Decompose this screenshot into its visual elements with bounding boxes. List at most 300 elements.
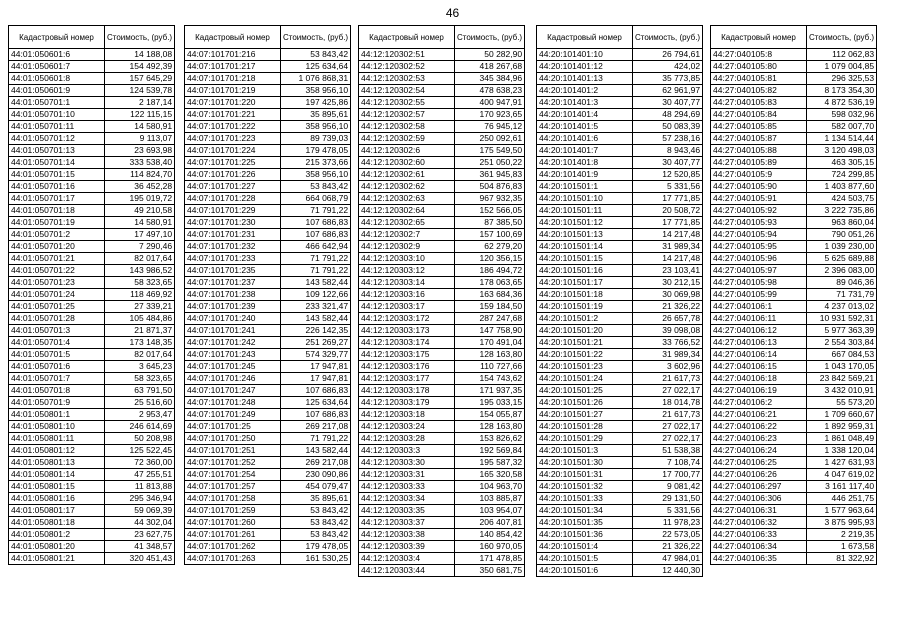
table-row <box>9 541 175 553</box>
cadastral-number: 44:27:040106:33 <box>711 529 807 541</box>
header-cost: Стоимость, (руб.) <box>807 26 877 49</box>
cost-value: 4 872 536,19 <box>807 97 877 109</box>
table-row <box>711 481 877 493</box>
cost-value: 1 039 230,00 <box>807 241 877 253</box>
cost-value: 50 282,90 <box>455 49 525 61</box>
table-row <box>359 109 525 121</box>
cost-value: 161 530,25 <box>281 553 351 565</box>
table-row <box>359 517 525 529</box>
cost-value: 269 217,08 <box>281 421 351 433</box>
table-row <box>9 121 175 133</box>
table-row <box>185 205 351 217</box>
table-row <box>185 517 351 529</box>
cadastral-number: 44:20:101501:17 <box>537 277 633 289</box>
cost-value: 159 184,50 <box>455 301 525 313</box>
cadastral-number: 44:07:101701:222 <box>185 121 281 133</box>
cadastral-number: 44:27:040105:99 <box>711 289 807 301</box>
header-row <box>711 26 877 49</box>
cost-value: 10 931 592,31 <box>807 313 877 325</box>
table-row <box>537 373 703 385</box>
cost-value: 62 279,20 <box>455 241 525 253</box>
table-row <box>711 217 877 229</box>
cadastral-number: 44:01:050801:11 <box>9 433 105 445</box>
table-row <box>9 61 175 73</box>
table-row <box>711 385 877 397</box>
cadastral-number: 44:01:050701:8 <box>9 385 105 397</box>
cost-value: 154 743,62 <box>455 373 525 385</box>
cost-value: 358 956,10 <box>281 169 351 181</box>
table-row <box>537 121 703 133</box>
cadastral-number: 44:07:101701:229 <box>185 205 281 217</box>
table-row <box>9 277 175 289</box>
cost-value: 72 360,00 <box>105 457 175 469</box>
table-row <box>9 49 175 61</box>
cadastral-table-2 <box>184 25 351 565</box>
table-row <box>185 229 351 241</box>
cadastral-number: 44:12:120302:63 <box>359 193 455 205</box>
cost-value: 296 325,53 <box>807 73 877 85</box>
cost-value: 21 617,73 <box>633 373 703 385</box>
cost-value: 53 843,42 <box>281 529 351 541</box>
table-row <box>711 433 877 445</box>
cost-value: 47 984,01 <box>633 553 703 565</box>
table-row <box>711 193 877 205</box>
cadastral-number: 44:07:101701:261 <box>185 529 281 541</box>
table-row <box>537 73 703 85</box>
cost-value: 27 022,17 <box>633 433 703 445</box>
table-row <box>359 505 525 517</box>
cost-value: 29 131,50 <box>633 493 703 505</box>
cadastral-number: 44:27:040106:11 <box>711 313 807 325</box>
table-row <box>9 97 175 109</box>
table-row <box>537 133 703 145</box>
cost-value: 424,02 <box>633 61 703 73</box>
cost-value: 418 267,68 <box>455 61 525 73</box>
cost-value: 47 255,51 <box>105 469 175 481</box>
table-row <box>9 349 175 361</box>
table-row <box>711 517 877 529</box>
cost-value: 23 103,41 <box>633 265 703 277</box>
cost-value: 1 577 963,64 <box>807 505 877 517</box>
cadastral-number: 44:07:101701:249 <box>185 409 281 421</box>
cost-value: 179 478,05 <box>281 541 351 553</box>
table-row <box>711 301 877 313</box>
cost-value: 41 348,57 <box>105 541 175 553</box>
cost-value: 31 989,34 <box>633 349 703 361</box>
table-row <box>537 469 703 481</box>
cadastral-number: 44:20:101501:28 <box>537 421 633 433</box>
cadastral-number: 44:27:040106:24 <box>711 445 807 457</box>
cadastral-number: 44:20:101401:9 <box>537 169 633 181</box>
table-row <box>185 349 351 361</box>
cost-value: 9 113,07 <box>105 133 175 145</box>
cost-value: 89 739,03 <box>281 133 351 145</box>
cost-value: 250 092,61 <box>455 133 525 145</box>
table-row <box>185 181 351 193</box>
table-row <box>9 517 175 529</box>
table-row <box>711 49 877 61</box>
cost-value: 140 854,42 <box>455 529 525 541</box>
cadastral-number: 44:20:101501:34 <box>537 505 633 517</box>
table-row <box>9 433 175 445</box>
cadastral-number: 44:12:120303:10 <box>359 253 455 265</box>
table-row <box>711 121 877 133</box>
cost-value: 17 947,81 <box>281 373 351 385</box>
cost-value: 466 642,94 <box>281 241 351 253</box>
cost-value: 230 090,86 <box>281 469 351 481</box>
cost-value: 17 700,77 <box>633 469 703 481</box>
cadastral-number: 44:01:050801:15 <box>9 481 105 493</box>
cadastral-number: 44:27:040105:83 <box>711 97 807 109</box>
cost-value: 125 634,64 <box>281 397 351 409</box>
cadastral-number: 44:07:101701:238 <box>185 289 281 301</box>
cost-value: 23 693,98 <box>105 145 175 157</box>
table-row <box>9 421 175 433</box>
cadastral-number: 44:12:120302:6 <box>359 145 455 157</box>
table-row <box>185 397 351 409</box>
cost-value: 295 346,94 <box>105 493 175 505</box>
cadastral-number: 44:27:040105:81 <box>711 73 807 85</box>
table-row <box>185 217 351 229</box>
cost-value: 3 120 498,03 <box>807 145 877 157</box>
table-row <box>537 325 703 337</box>
cadastral-number: 44:01:050701:14 <box>9 157 105 169</box>
cadastral-number: 44:01:050701:7 <box>9 373 105 385</box>
cadastral-number: 44:01:050701:13 <box>9 145 105 157</box>
table-row <box>185 361 351 373</box>
cost-value: 195 019,72 <box>105 193 175 205</box>
cadastral-number: 44:20:101501:23 <box>537 361 633 373</box>
header-cadastral-number: Кадастровый номер <box>185 26 281 49</box>
cost-value: 143 582,44 <box>281 445 351 457</box>
cost-value: 165 320,58 <box>455 469 525 481</box>
table-row <box>537 553 703 565</box>
cadastral-number: 44:01:050801:18 <box>9 517 105 529</box>
table-row <box>185 85 351 97</box>
cost-value: 8 943,46 <box>633 145 703 157</box>
cadastral-number: 44:20:101501:11 <box>537 205 633 217</box>
cadastral-number: 44:07:101701:231 <box>185 229 281 241</box>
cost-value: 71 791,22 <box>281 433 351 445</box>
cadastral-number: 44:07:101701:252 <box>185 457 281 469</box>
table-row <box>711 541 877 553</box>
cost-value: 153 826,62 <box>455 433 525 445</box>
cost-value: 128 163,80 <box>455 349 525 361</box>
page-number: 46 <box>445 6 460 20</box>
cadastral-number: 44:27:040105:96 <box>711 253 807 265</box>
table-row <box>711 289 877 301</box>
cost-value: 598 032,96 <box>807 109 877 121</box>
table-row <box>359 433 525 445</box>
cost-value: 30 407,77 <box>633 157 703 169</box>
cost-value: 30 069,98 <box>633 289 703 301</box>
cadastral-number: 44:07:101701:224 <box>185 145 281 157</box>
cost-value: 17 771,85 <box>633 193 703 205</box>
table-row <box>185 493 351 505</box>
table-row <box>537 253 703 265</box>
cost-value: 58 323,65 <box>105 277 175 289</box>
cost-value: 179 478,05 <box>281 145 351 157</box>
header-cost: Стоимость, (руб.) <box>455 26 525 49</box>
cadastral-number: 44:07:101701:232 <box>185 241 281 253</box>
cost-value: 1 338 120,04 <box>807 445 877 457</box>
table-row <box>185 241 351 253</box>
cost-value: 39 098,08 <box>633 325 703 337</box>
cadastral-number: 44:07:101701:248 <box>185 397 281 409</box>
table-row <box>537 217 703 229</box>
table-row <box>537 145 703 157</box>
cadastral-number: 44:20:101401:8 <box>537 157 633 169</box>
cadastral-number: 44:27:040105:92 <box>711 205 807 217</box>
cost-value: 14 580,91 <box>105 121 175 133</box>
cadastral-number: 44:27:040106:1 <box>711 301 807 313</box>
cost-value: 107 686,83 <box>281 385 351 397</box>
cost-value: 724 299,85 <box>807 169 877 181</box>
cadastral-number: 44:12:120302:7 <box>359 229 455 241</box>
cost-value: 3 875 995,93 <box>807 517 877 529</box>
cost-value: 186 494,72 <box>455 265 525 277</box>
table-row <box>359 349 525 361</box>
cost-value: 4 047 619,02 <box>807 469 877 481</box>
cost-value: 109 122,66 <box>281 289 351 301</box>
header-cost: Стоимость, (руб.) <box>281 26 351 49</box>
table-row <box>711 337 877 349</box>
header-row <box>185 26 351 49</box>
table-row <box>537 397 703 409</box>
table-row <box>359 229 525 241</box>
cadastral-number: 44:07:101701:240 <box>185 313 281 325</box>
cadastral-number: 44:12:120303:39 <box>359 541 455 553</box>
cost-value: 160 970,05 <box>455 541 525 553</box>
table-row <box>711 361 877 373</box>
cadastral-number: 44:20:101501:2 <box>537 313 633 325</box>
cost-value: 7 108,74 <box>633 457 703 469</box>
cadastral-number: 44:12:120302:59 <box>359 133 455 145</box>
cadastral-number: 44:27:040106:25 <box>711 457 807 469</box>
cost-value: 53 843,42 <box>281 517 351 529</box>
table-row <box>359 301 525 313</box>
cost-value: 215 373,66 <box>281 157 351 169</box>
table-row <box>359 205 525 217</box>
cadastral-number: 44:20:101501:3 <box>537 445 633 457</box>
table-row <box>185 253 351 265</box>
cadastral-number: 44:27:040105:8 <box>711 49 807 61</box>
table-row <box>711 529 877 541</box>
cadastral-number: 44:20:101501:1 <box>537 181 633 193</box>
cadastral-number: 44:07:101701:233 <box>185 253 281 265</box>
table-row <box>537 541 703 553</box>
table-row <box>359 253 525 265</box>
cadastral-number: 44:12:120303:172 <box>359 313 455 325</box>
cadastral-number: 44:12:120303:179 <box>359 397 455 409</box>
cadastral-number: 44:12:120303:24 <box>359 421 455 433</box>
cadastral-number: 44:12:120302:54 <box>359 85 455 97</box>
cadastral-number: 44:20:101401:5 <box>537 121 633 133</box>
cost-value: 3 432 010,91 <box>807 385 877 397</box>
table-row <box>9 457 175 469</box>
cost-value: 1 427 631,93 <box>807 457 877 469</box>
table-row <box>359 277 525 289</box>
cadastral-number: 44:01:050601:7 <box>9 61 105 73</box>
table-row <box>711 85 877 97</box>
cadastral-number: 44:01:050701:20 <box>9 241 105 253</box>
cost-value: 206 407,81 <box>455 517 525 529</box>
cost-value: 157 100,69 <box>455 229 525 241</box>
cadastral-number: 44:01:050701:1 <box>9 97 105 109</box>
cadastral-number: 44:07:101701:230 <box>185 217 281 229</box>
table-row <box>9 181 175 193</box>
cadastral-number: 44:27:040106:12 <box>711 325 807 337</box>
table-row <box>359 565 525 577</box>
table-row <box>359 325 525 337</box>
table-row <box>711 229 877 241</box>
table-row <box>711 421 877 433</box>
cadastral-number: 44:01:050701:24 <box>9 289 105 301</box>
cost-value: 26 657,78 <box>633 313 703 325</box>
cadastral-number: 44:12:120303:175 <box>359 349 455 361</box>
cost-value: 17 771,85 <box>633 217 703 229</box>
cadastral-number: 44:01:050701:2 <box>9 229 105 241</box>
cadastral-number: 44:07:101701:243 <box>185 349 281 361</box>
cost-value: 3 222 735,86 <box>807 205 877 217</box>
cost-value: 350 681,75 <box>455 565 525 577</box>
table-row <box>359 241 525 253</box>
cost-value: 48 294,69 <box>633 109 703 121</box>
cadastral-number: 44:01:050801:21 <box>9 553 105 565</box>
cadastral-number: 44:01:050701:25 <box>9 301 105 313</box>
table-row <box>711 133 877 145</box>
cost-value: 7 290,46 <box>105 241 175 253</box>
cadastral-number: 44:01:050601:9 <box>9 85 105 97</box>
cadastral-number: 44:20:101501:5 <box>537 553 633 565</box>
cost-value: 1 076 868,31 <box>281 73 351 85</box>
cadastral-number: 44:07:101701:260 <box>185 517 281 529</box>
table-row <box>359 61 525 73</box>
cost-value: 20 508,72 <box>633 205 703 217</box>
table-row <box>9 85 175 97</box>
cadastral-table-4 <box>536 25 703 577</box>
cost-value: 157 645,29 <box>105 73 175 85</box>
table-row <box>9 445 175 457</box>
table-row <box>185 469 351 481</box>
cadastral-number: 44:20:101501:32 <box>537 481 633 493</box>
table-row <box>359 337 525 349</box>
table-row <box>711 265 877 277</box>
cadastral-number: 44:20:101501:19 <box>537 301 633 313</box>
cadastral-number: 44:12:120303:33 <box>359 481 455 493</box>
table-row <box>9 529 175 541</box>
cadastral-number: 44:20:101501:35 <box>537 517 633 529</box>
cost-value: 50 083,39 <box>633 121 703 133</box>
table-row <box>537 277 703 289</box>
table-row <box>711 169 877 181</box>
cost-value: 574 329,77 <box>281 349 351 361</box>
table-row <box>9 133 175 145</box>
table-row <box>9 481 175 493</box>
cadastral-number: 44:20:101501:22 <box>537 349 633 361</box>
table-row <box>359 361 525 373</box>
table-row <box>711 277 877 289</box>
header-cost: Стоимость, (руб.) <box>633 26 703 49</box>
cost-value: 21 326,22 <box>633 541 703 553</box>
cadastral-number: 44:27:040106:13 <box>711 337 807 349</box>
cadastral-number: 44:27:040105:91 <box>711 193 807 205</box>
cadastral-number: 44:12:120302:53 <box>359 73 455 85</box>
cost-value: 26 794,61 <box>633 49 703 61</box>
cadastral-number: 44:01:050701:9 <box>9 397 105 409</box>
cost-value: 195 033,15 <box>455 397 525 409</box>
table-row <box>711 61 877 73</box>
cadastral-number: 44:07:101701:220 <box>185 97 281 109</box>
table-row <box>359 469 525 481</box>
cadastral-number: 44:07:101701:241 <box>185 325 281 337</box>
table-row <box>711 469 877 481</box>
header-row <box>359 26 525 49</box>
table-row <box>359 289 525 301</box>
cost-value: 1 043 170,05 <box>807 361 877 373</box>
table-row <box>537 157 703 169</box>
cost-value: 8 173 354,30 <box>807 85 877 97</box>
cost-value: 50 208,98 <box>105 433 175 445</box>
cadastral-number: 44:27:040106:14 <box>711 349 807 361</box>
cost-value: 31 989,34 <box>633 241 703 253</box>
cadastral-number: 44:01:050701:28 <box>9 313 105 325</box>
header-row <box>9 26 175 49</box>
cost-value: 30 407,77 <box>633 97 703 109</box>
cost-value: 143 582,44 <box>281 277 351 289</box>
cost-value: 118 469,92 <box>105 289 175 301</box>
table-row <box>537 289 703 301</box>
cost-value: 22 573,05 <box>633 529 703 541</box>
cost-value: 1 673,58 <box>807 541 877 553</box>
cost-value: 14 580,91 <box>105 217 175 229</box>
table-row <box>9 193 175 205</box>
cadastral-number: 44:07:101701:251 <box>185 445 281 457</box>
table-row <box>359 493 525 505</box>
cost-value: 87 385,50 <box>455 217 525 229</box>
cadastral-number: 44:27:040106:23 <box>711 433 807 445</box>
cadastral-number: 44:27:040106:2 <box>711 397 807 409</box>
cadastral-number: 44:20:101501:21 <box>537 337 633 349</box>
cadastral-number: 44:20:101501:36 <box>537 529 633 541</box>
table-row <box>9 409 175 421</box>
table-row <box>537 337 703 349</box>
cost-value: 36 452,28 <box>105 181 175 193</box>
table-row <box>9 217 175 229</box>
table-row <box>537 181 703 193</box>
table-row <box>537 193 703 205</box>
cadastral-number: 44:01:050701:15 <box>9 169 105 181</box>
table-row <box>359 193 525 205</box>
cadastral-number: 44:20:101501:6 <box>537 565 633 577</box>
cost-value: 175 549,50 <box>455 145 525 157</box>
table-row <box>185 193 351 205</box>
table-row <box>359 97 525 109</box>
table-row <box>9 337 175 349</box>
table-row <box>359 181 525 193</box>
cadastral-number: 44:20:101501:30 <box>537 457 633 469</box>
cost-value: 125 522,45 <box>105 445 175 457</box>
cadastral-number: 44:20:101401:4 <box>537 109 633 121</box>
cost-value: 71 791,22 <box>281 253 351 265</box>
table-row <box>537 505 703 517</box>
table-row <box>537 517 703 529</box>
cadastral-number: 44:20:101501:15 <box>537 253 633 265</box>
cadastral-number: 44:07:101701:239 <box>185 301 281 313</box>
cost-value: 790 051,26 <box>807 229 877 241</box>
cost-value: 251 050,22 <box>455 157 525 169</box>
table-row <box>185 313 351 325</box>
